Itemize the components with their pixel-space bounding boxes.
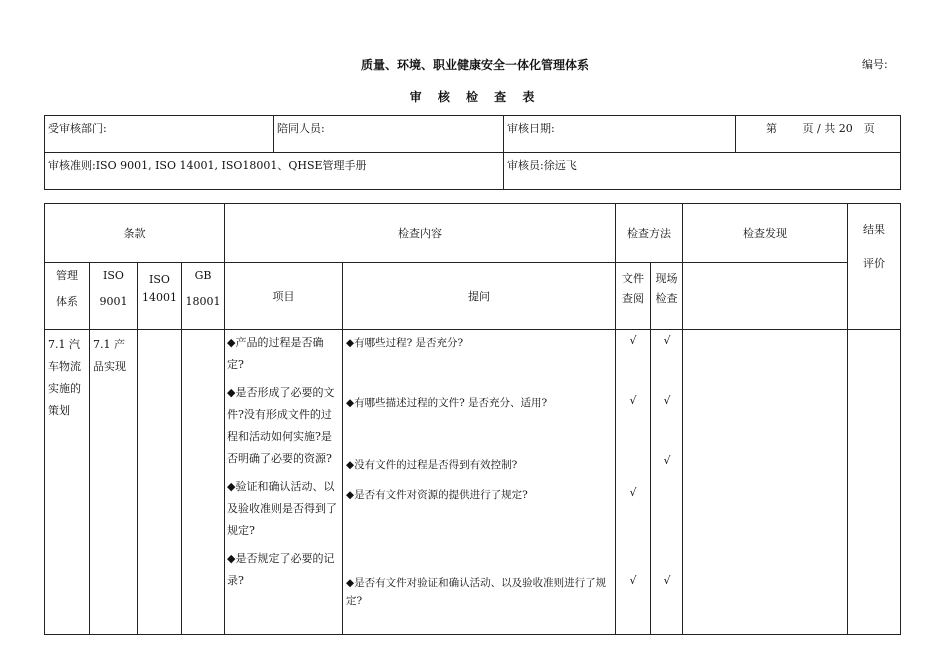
document-title: 质量、环境、职业健康安全一体化管理体系 bbox=[360, 58, 589, 72]
site-check-line1: 现场 bbox=[655, 272, 678, 285]
item-4: ◆是否规定了必要的记录? bbox=[227, 552, 335, 587]
audited-department-cell[interactable] bbox=[45, 116, 274, 153]
doc-review-line2: 查阅 bbox=[622, 292, 644, 305]
question-subheader bbox=[343, 263, 616, 330]
method-header-label: 检查方法 bbox=[627, 227, 671, 240]
question-5: ◆是否有文件对验证和确认活动、以及验收准则进行了规定? bbox=[346, 577, 607, 607]
doc-check-5: √ bbox=[629, 574, 637, 587]
clause-header-label: 条款 bbox=[123, 227, 146, 240]
content-header-label: 检查内容 bbox=[398, 227, 442, 240]
site-check-2: √ bbox=[663, 394, 671, 407]
doc-review-line1: 文件 bbox=[622, 272, 644, 285]
site-check-line2: 检查 bbox=[655, 292, 678, 305]
findings-header bbox=[683, 204, 848, 263]
iso9001-line2: 9001 bbox=[99, 295, 128, 308]
question-4: ◆是否有文件对资源的提供进行了规定? bbox=[346, 489, 528, 501]
result-cell[interactable] bbox=[848, 330, 901, 635]
item-2: ◆是否形成了必要的文件?没有形成文件的过程和活动如何实施?是否明确了必要的资源? bbox=[227, 386, 335, 465]
questions-cell bbox=[343, 330, 616, 635]
item-subheader bbox=[225, 263, 343, 330]
audit-date-label: 审核日期: bbox=[507, 122, 555, 135]
findings-header-label: 检查发现 bbox=[743, 227, 787, 240]
mgmt-clause-cell bbox=[45, 330, 90, 635]
document-number-label: 编号: bbox=[862, 58, 888, 71]
iso9001-clause-text: 7.1 产品实现 bbox=[93, 338, 126, 373]
question-3: ◆没有文件的过程是否得到有效控制? bbox=[346, 459, 518, 471]
gb18001-line2: 18001 bbox=[185, 295, 221, 308]
question-subheader-label: 提问 bbox=[468, 290, 490, 303]
iso14001-line2: 14001 bbox=[142, 291, 177, 304]
page-count-label: 第 页 / 共 20 页 bbox=[766, 122, 875, 135]
document-subtitle: 审 核 检 查 表 bbox=[409, 90, 541, 104]
iso14001-line1: ISO bbox=[149, 273, 170, 286]
auditor-text: 审核员:徐远飞 bbox=[507, 159, 577, 172]
site-check-1: √ bbox=[663, 334, 671, 347]
site-check-subheader bbox=[651, 263, 683, 330]
content-header bbox=[225, 204, 616, 263]
question-2: ◆有哪些描述过程的文件? 是否充分、适用? bbox=[346, 397, 548, 409]
iso9001-clause-cell bbox=[90, 330, 138, 635]
mgmt-system-subheader bbox=[45, 263, 90, 330]
doc-check-2: √ bbox=[629, 394, 637, 407]
audited-department-label: 受审核部门: bbox=[48, 122, 107, 135]
companion-label: 陪同人员: bbox=[277, 122, 325, 135]
item-3: ◆验证和确认活动、以及验收准则是否得到了规定? bbox=[227, 480, 337, 537]
site-check-cell bbox=[651, 330, 683, 635]
iso9001-subheader bbox=[90, 263, 138, 330]
site-check-5: √ bbox=[663, 574, 671, 587]
gb18001-clause-cell bbox=[182, 330, 225, 635]
auditor-cell bbox=[504, 153, 901, 190]
doc-check-1: √ bbox=[629, 334, 637, 347]
method-header bbox=[616, 204, 683, 263]
audit-criteria-cell bbox=[45, 153, 504, 190]
site-check-3: √ bbox=[663, 454, 671, 467]
mgmt-clause-text: 7.1 汽车物流实施的策划 bbox=[48, 338, 81, 417]
clause-header bbox=[45, 204, 225, 263]
companion-cell[interactable] bbox=[274, 116, 504, 153]
findings-cell[interactable] bbox=[683, 330, 848, 635]
question-1: ◆有哪些过程? 是否充分? bbox=[346, 337, 464, 349]
checklist-table bbox=[44, 203, 901, 635]
result-header bbox=[848, 204, 901, 330]
result-header-line1: 结果 bbox=[863, 222, 885, 236]
doc-review-cell bbox=[616, 330, 651, 635]
gb18001-line1: GB bbox=[194, 269, 212, 282]
page-count-cell bbox=[736, 116, 901, 153]
audit-info-table bbox=[44, 115, 901, 190]
mgmt-line1: 管理 bbox=[56, 269, 78, 282]
items-cell bbox=[225, 330, 343, 635]
mgmt-line2: 体系 bbox=[56, 295, 78, 308]
iso14001-subheader bbox=[138, 263, 182, 330]
item-subheader-label: 项目 bbox=[272, 290, 295, 303]
findings-subheader-empty bbox=[683, 263, 848, 330]
iso14001-clause-cell bbox=[138, 330, 182, 635]
audit-date-cell[interactable] bbox=[504, 116, 736, 153]
doc-review-subheader bbox=[616, 263, 651, 330]
gb18001-subheader bbox=[182, 263, 225, 330]
item-1: ◆产品的过程是否确定? bbox=[227, 336, 324, 371]
result-header-line2: 评价 bbox=[863, 256, 885, 270]
iso9001-line1: ISO bbox=[103, 269, 124, 282]
audit-criteria-text: 审核准则:ISO 9001, ISO 14001, ISO18001、QHSE管理手册 bbox=[48, 159, 367, 172]
doc-check-4: √ bbox=[629, 486, 637, 499]
